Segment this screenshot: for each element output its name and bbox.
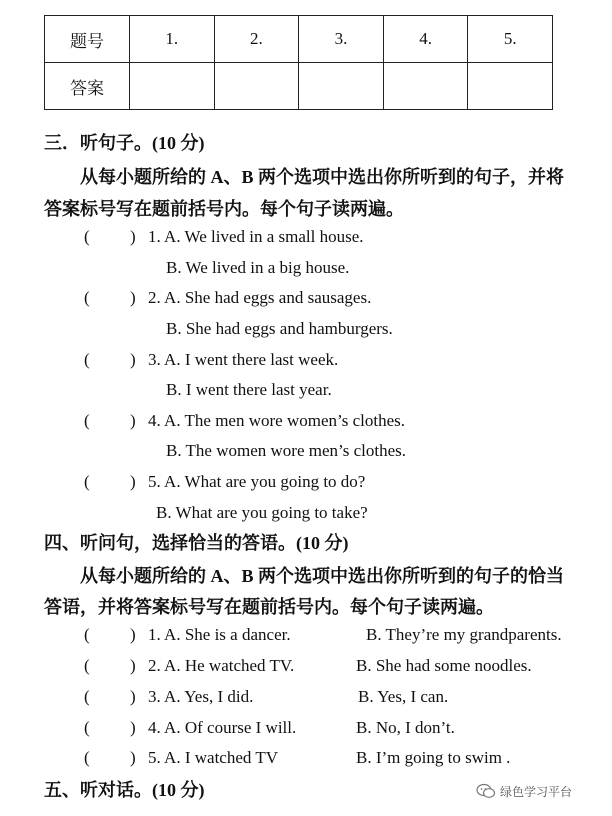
- answer-bracket-close: ): [130, 656, 136, 675]
- answer-header: 答案: [45, 63, 130, 110]
- option-b: B. I’m going to swim .: [356, 748, 511, 767]
- section-4-title: 四、听问句，选择恰当的答语。(10 分): [44, 533, 349, 553]
- answer-cell[interactable]: [468, 63, 553, 110]
- answer-cell[interactable]: [299, 63, 384, 110]
- answer-bracket-open: (: [84, 656, 90, 675]
- answer-bracket-open: (: [84, 411, 90, 430]
- section-4-instruction: 从每小题所给的 A、B 两个选项中选出你所听到的句子的恰当: [80, 566, 565, 586]
- option-b: B. What are you going to take?: [156, 503, 368, 522]
- question-number-cell: 2.: [214, 16, 299, 63]
- question-number-cell: 3.: [299, 16, 384, 63]
- option-b: B. No, I don’t.: [356, 718, 455, 737]
- answer-bracket-open: (: [84, 472, 90, 491]
- answer-cell[interactable]: [214, 63, 299, 110]
- answer-bracket-close: ): [130, 748, 136, 767]
- table-row: [45, 16, 553, 63]
- option-a: 1. A. She is a dancer.: [148, 625, 291, 644]
- option-a: 4. A. The men wore women’s clothes.: [148, 411, 406, 430]
- option-a: 2. A. She had eggs and sausages.: [148, 288, 372, 307]
- section-5-title: 五、听对话。(10 分): [44, 780, 205, 800]
- answer-bracket-open: (: [84, 748, 90, 767]
- option-a: 2. A. He watched TV.: [148, 656, 295, 675]
- answer-bracket-open: (: [84, 288, 90, 307]
- option-a: 1. A. We lived in a small house.: [148, 227, 364, 246]
- option-a: 3. A. I went there last week.: [148, 350, 339, 369]
- option-a: 3. A. Yes, I did.: [148, 687, 254, 706]
- answer-bracket-close: ): [130, 227, 136, 246]
- answer-table: [44, 15, 553, 110]
- table-row: [45, 63, 553, 110]
- watermark: [476, 780, 572, 802]
- wechat-icon: [476, 783, 496, 799]
- answer-bracket-close: ): [130, 687, 136, 706]
- option-b: B. The women wore men’s clothes.: [166, 441, 407, 460]
- watermark-text: 绿色学习平台: [500, 784, 573, 799]
- section-4-instruction: 答语，并将答案标号写在题前括号内。每个句子读两遍。: [44, 597, 494, 617]
- answer-bracket-open: (: [84, 687, 90, 706]
- option-a: 4. A. Of course I will.: [148, 718, 297, 737]
- answer-cell[interactable]: [383, 63, 468, 110]
- answer-bracket-close: ): [130, 472, 136, 491]
- option-b: B. She had some noodles.: [356, 656, 532, 675]
- question-number-cell: 5.: [468, 16, 553, 63]
- section-3-title: 三．听句子。(10 分): [44, 133, 205, 153]
- answer-bracket-open: (: [84, 718, 90, 737]
- option-a: 5. A. I watched TV: [148, 748, 278, 767]
- answer-bracket-close: ): [130, 718, 136, 737]
- answer-bracket-close: ): [130, 411, 136, 430]
- answer-bracket-close: ): [130, 288, 136, 307]
- option-a: 5. A. What are you going to do?: [148, 472, 366, 491]
- question-number-cell: 1.: [130, 16, 215, 63]
- option-b: B. They’re my grandparents.: [366, 625, 562, 644]
- section-3-instruction: 答案标号写在题前括号内。每个句子读两遍。: [44, 199, 404, 219]
- option-b: B. Yes, I can.: [358, 687, 449, 706]
- answer-bracket-close: ): [130, 625, 136, 644]
- answer-bracket-open: (: [84, 227, 90, 246]
- option-b: B. We lived in a big house.: [166, 258, 350, 277]
- answer-bracket-open: (: [84, 350, 90, 369]
- answer-bracket-close: ): [130, 350, 136, 369]
- answer-bracket-open: (: [84, 625, 90, 644]
- option-b: B. She had eggs and hamburgers.: [166, 319, 393, 338]
- answer-cell[interactable]: [130, 63, 215, 110]
- section-3-instruction: 从每小题所给的 A、B 两个选项中选出你所听到的句子，并将: [80, 167, 565, 187]
- question-number-cell: 4.: [383, 16, 468, 63]
- question-number-header: 题号: [45, 16, 130, 63]
- option-b: B. I went there last year.: [166, 380, 332, 399]
